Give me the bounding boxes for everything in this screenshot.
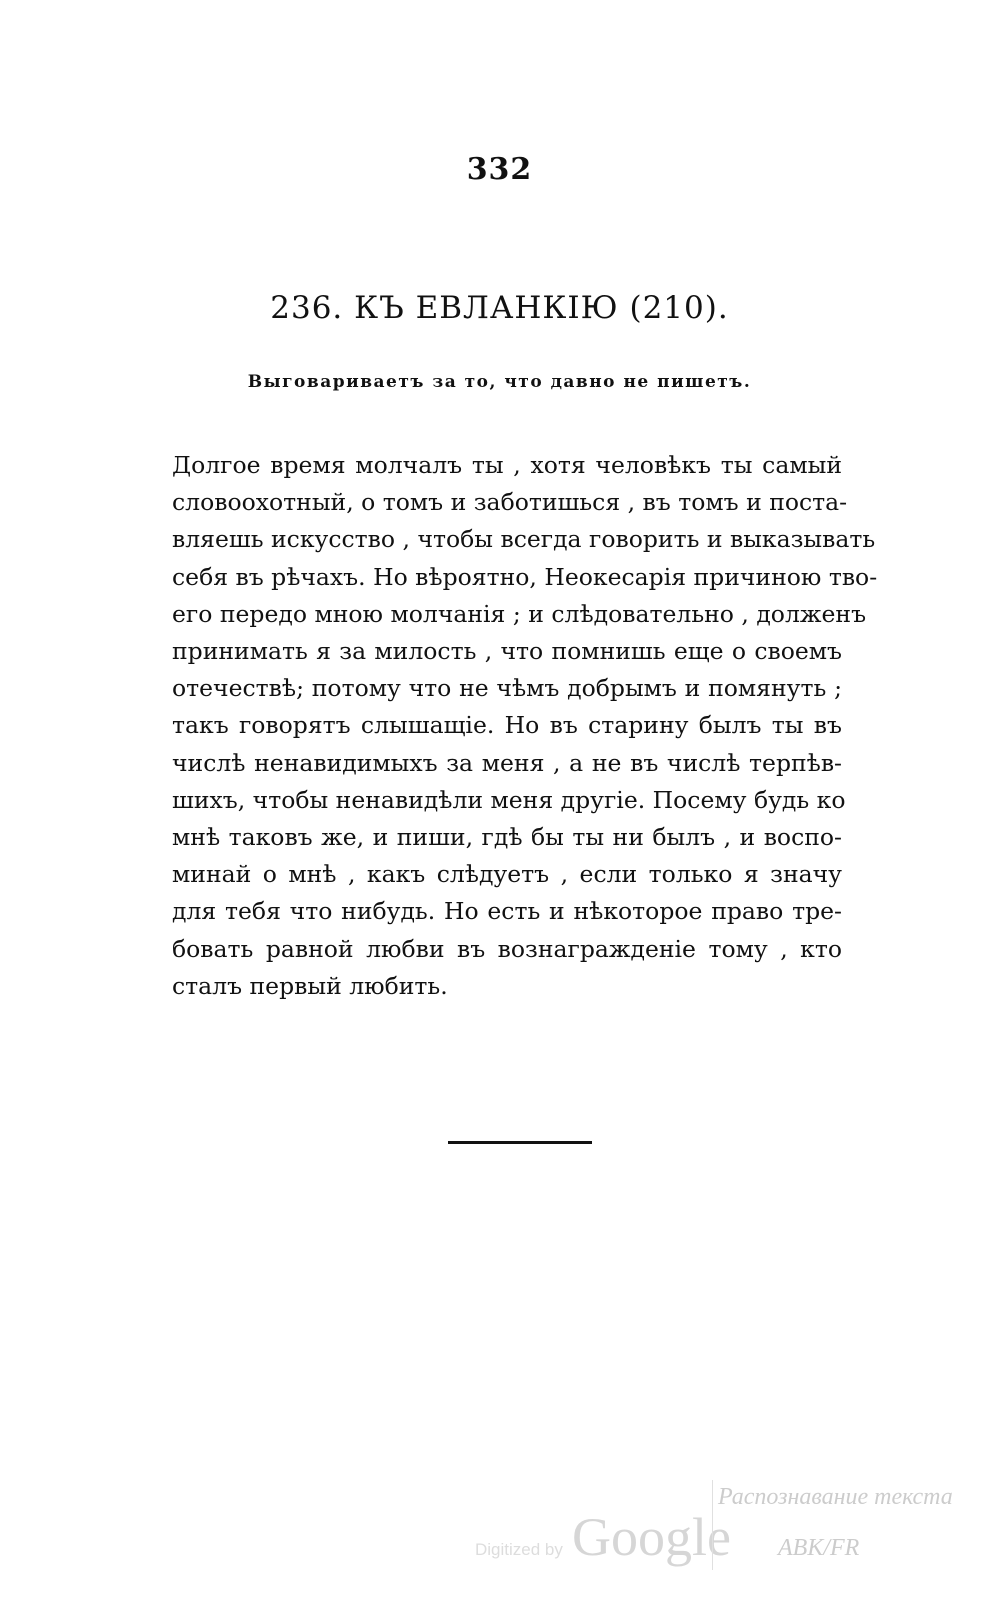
page-number: 332 [466, 152, 533, 187]
section-divider-rule [448, 1141, 592, 1144]
body-line: сталъ первый любить. [172, 971, 448, 1000]
body-line: минай о мнѣ , какъ слѣдуетъ , если только я значу [172, 860, 842, 889]
body-line: шихъ, чтобы ненавидѣли меня другіе. Посему будь ко [172, 785, 846, 814]
recognition-label: Распознавание текста [718, 1484, 953, 1510]
body-line: числѣ ненавидимыхъ за меня , а не въ числѣ терпѣв- [172, 748, 842, 777]
body-line: принимать я за милость , что помнишь еще о своемъ [172, 637, 842, 666]
letter-body [172, 447, 878, 1005]
body-line: для тебя что нибудь. Но есть и нѣкоторое право тре- [172, 897, 842, 926]
body-line: бовать равной любви въ вознагражденіе тому , кто [172, 934, 842, 963]
recognition-code: ABK/FR [778, 1535, 860, 1561]
body-line: его передо мною молчанія ; и слѣдовательно , долженъ [172, 599, 867, 628]
letter-title: 236. КЪ ЕВЛАНКІЮ (210). [270, 290, 729, 326]
body-line: вляешь искусство , чтобы всегда говорить и выказывать [172, 525, 876, 554]
body-line: мнѣ таковъ же, и пиши, гдѣ бы ты ни былъ , и воспо- [172, 823, 842, 852]
digitized-by-label: Digitized by [475, 1540, 563, 1559]
body-line: отечествѣ; потому что не чѣмъ добрымъ и помянуть ; [172, 674, 842, 703]
letter-summary: Выговариваетъ за то, что давно не пишетъ. [247, 372, 752, 392]
body-line: словоохотный, о томъ и заботишься , въ томъ и поста- [172, 488, 848, 517]
watermark-divider [712, 1480, 713, 1570]
body-line: такъ говорятъ слышащіе. Но въ старину былъ ты въ [172, 711, 842, 740]
body-line: Долгое время молчалъ ты , хотя человѣкъ ты самый [172, 451, 842, 479]
google-logo: Google [572, 1507, 731, 1567]
body-line: себя въ рѣчахъ. Но вѣроятно, Неокесарія причиною тво- [172, 562, 878, 591]
